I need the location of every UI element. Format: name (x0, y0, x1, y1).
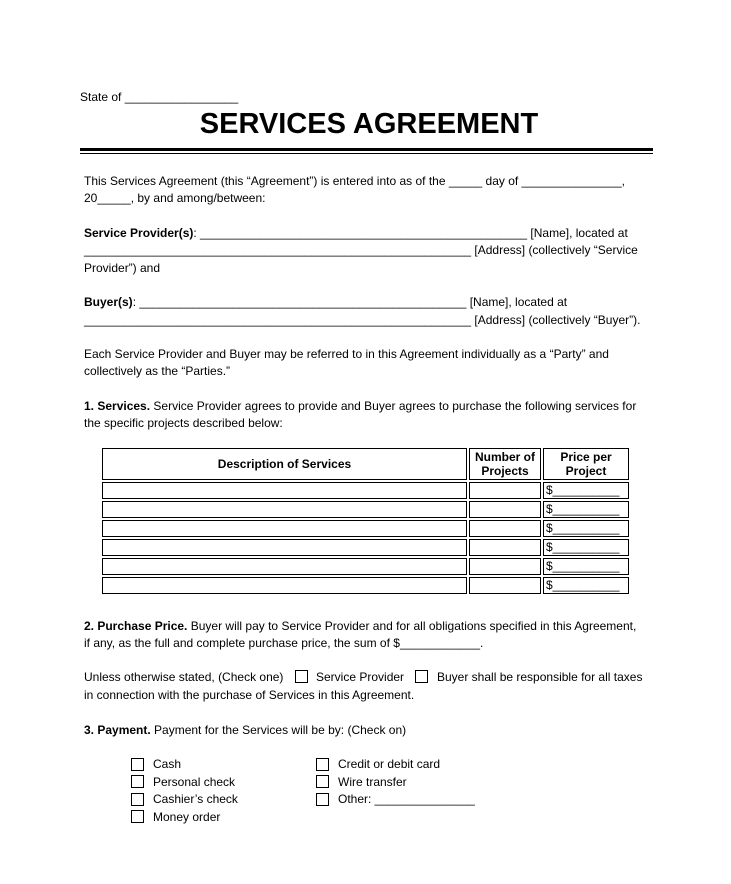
number-of-projects-cell[interactable] (469, 539, 541, 556)
number-of-projects-cell[interactable] (469, 577, 541, 594)
tax-service-provider-checkbox[interactable] (295, 670, 308, 683)
buyer-name-field: : _________________________________________________ [Name], located at (132, 295, 568, 309)
price-per-project-cell[interactable]: $__________ (543, 520, 629, 537)
header-description (102, 448, 467, 480)
description-cell[interactable] (102, 482, 467, 499)
section-1-heading: 1. Services. (84, 399, 151, 413)
payment-checkbox[interactable] (131, 810, 144, 823)
header-number-line-2: Projects (481, 464, 529, 478)
buyer-line-1 (84, 295, 567, 309)
section-2-text: Buyer will pay to Service Provider and for all obligations specified in this Agreement, (187, 619, 637, 633)
document-title: SERVICES AGREEMENT (199, 108, 539, 140)
state-of-field: State of _________________ (80, 90, 239, 104)
header-price (543, 448, 629, 480)
payment-checkbox[interactable] (131, 793, 144, 806)
section-3-line-1 (84, 723, 406, 737)
provider-label: Service Provider(s) (84, 226, 194, 240)
header-price-line-2: Project (565, 464, 607, 478)
section-3-heading: 3. Payment. (84, 723, 151, 737)
payment-checkbox[interactable] (316, 758, 329, 771)
section-2-heading: 2. Purchase Price. (84, 619, 188, 633)
number-of-projects-cell[interactable] (469, 501, 541, 518)
section-3-text: Payment for the Services will be by: (Check on) (150, 723, 407, 737)
provider-address-line: __________________________________________________________ [Address] (collectively “Service (84, 243, 638, 257)
services-table (102, 448, 629, 596)
number-of-projects-cell[interactable] (469, 558, 541, 575)
header-number-line-1: Number of (475, 450, 535, 464)
header-price-line-1: Price per (560, 450, 612, 464)
price-per-project-cell[interactable]: $__________ (543, 558, 629, 575)
payment-option-label: Personal check (153, 774, 236, 789)
section-1-line-2: the specific projects described below: (84, 416, 283, 430)
price-per-project-cell[interactable]: $__________ (543, 501, 629, 518)
section-1-text: Service Provider agrees to provide and Buyer agrees to purchase the following services for (150, 399, 637, 413)
description-cell[interactable] (102, 558, 467, 575)
description-cell[interactable] (102, 520, 467, 537)
tax-option-buyer: Buyer shall be responsible for all taxes (437, 670, 643, 684)
payment-checkbox[interactable] (131, 758, 144, 771)
section-2-line-1 (84, 619, 636, 633)
section-1-line-1 (84, 399, 636, 413)
tax-option-service-provider: Service Provider (316, 670, 405, 684)
number-of-projects-cell[interactable] (469, 520, 541, 537)
price-per-project-cell[interactable]: $__________ (543, 482, 629, 499)
description-cell[interactable] (102, 577, 467, 594)
payment-option-label: Other: _______________ (338, 792, 475, 806)
purchase-price-line: if any, as the full and complete purchase price, the sum of $____________. (84, 636, 484, 650)
taxes-prefix: Unless otherwise stated, (Check one) (84, 670, 284, 684)
intro-line-2: 20_____, by and among/between: (84, 191, 266, 205)
number-of-projects-cell[interactable] (469, 482, 541, 499)
header-number-text (475, 450, 535, 478)
payment-option-label: Money order (153, 809, 221, 824)
price-per-project-cell[interactable]: $__________ (543, 577, 629, 594)
tax-buyer-checkbox[interactable] (415, 670, 428, 683)
parties-line-2: collectively as the “Parties.” (84, 364, 231, 378)
payment-option-label: Wire transfer (338, 774, 407, 789)
payment-checkbox[interactable] (131, 775, 144, 788)
parties-line-1: Each Service Provider and Buyer may be referred to in this Agreement individually as a “Party” and (84, 347, 609, 361)
taxes-line-2: in connection with the purchase of Services in this Agreement. (84, 688, 415, 702)
intro-line-1: This Services Agreement (this “Agreement”) is entered into as of the _____ day of _______________, (84, 174, 625, 188)
title-rule-thin (80, 153, 653, 154)
provider-name-field: : _________________________________________________ [Name], located at (193, 226, 628, 240)
title-rule-thick (80, 148, 653, 151)
buyer-label: Buyer(s) (84, 295, 133, 309)
payment-option-label: Cashier’s check (153, 792, 238, 806)
header-number (469, 448, 541, 480)
provider-line-3: Provider”) and (84, 261, 161, 275)
description-cell[interactable] (102, 501, 467, 518)
payment-option-label: Cash (153, 757, 182, 771)
provider-line-1 (84, 226, 628, 240)
description-cell[interactable] (102, 539, 467, 556)
buyer-address-line: __________________________________________________________ [Address] (collectively “Buyer”). (84, 313, 641, 327)
header-description-text: Description of Services (217, 457, 352, 471)
header-price-text (560, 450, 611, 478)
payment-checkbox[interactable] (316, 793, 329, 806)
price-per-project-cell[interactable]: $__________ (543, 539, 629, 556)
payment-option-label: Credit or debit card (338, 757, 441, 771)
payment-checkbox[interactable] (316, 775, 329, 788)
